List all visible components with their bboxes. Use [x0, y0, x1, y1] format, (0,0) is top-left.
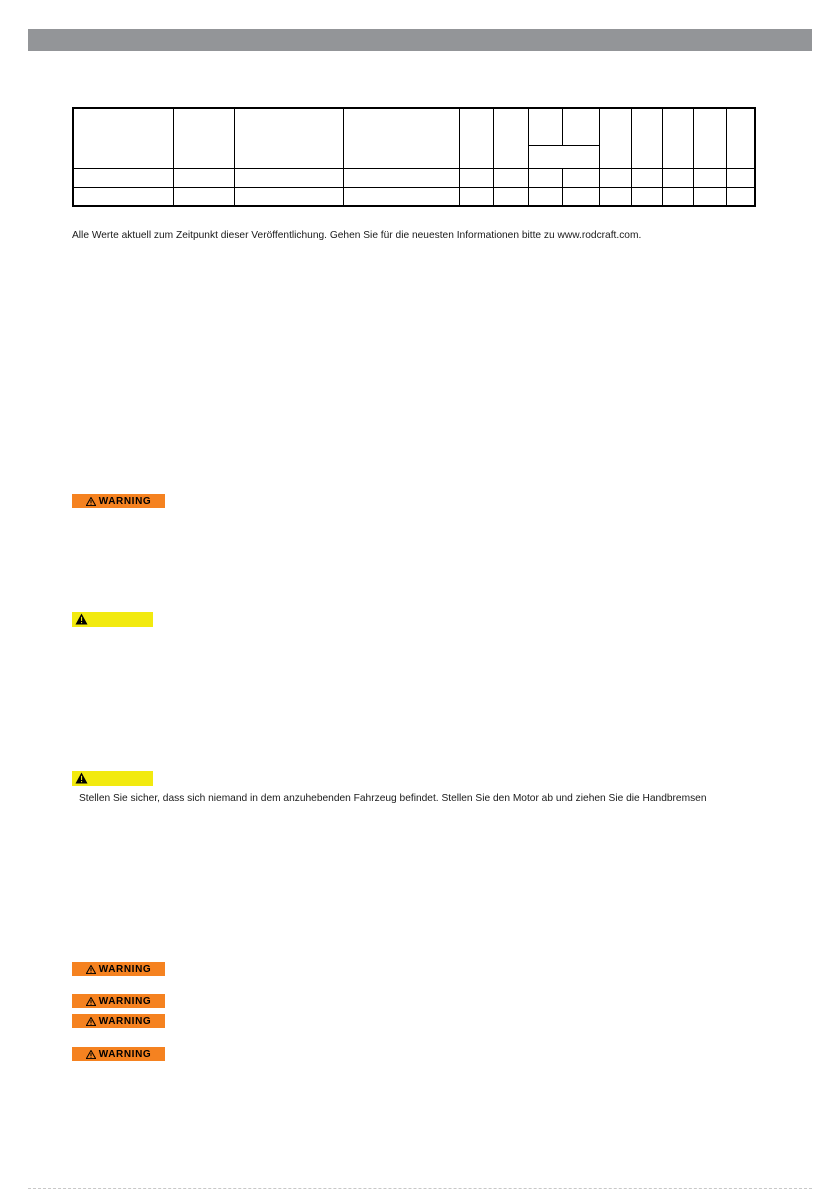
warning-triangle-icon [86, 997, 96, 1006]
safety-instruction: Stellen Sie sicher, dass sich niemand in dem anzuhebenden Fahrzeug befindet. Stellen Sie den Motor ab und ziehen Sie die Handbremsen [79, 793, 707, 804]
warning-label: WARNING [98, 995, 152, 1007]
header-bar [28, 29, 812, 51]
table-header-cell [528, 145, 600, 168]
warning-triangle-icon [86, 497, 96, 506]
table-header-cell [563, 108, 600, 145]
table-header-row [73, 108, 755, 145]
warning-triangle-icon [75, 613, 88, 625]
warning-label: WARNING [98, 1015, 152, 1027]
table-header-cell [493, 108, 528, 168]
table-row [73, 168, 755, 187]
table-header-cell [344, 108, 460, 168]
table-header-cell [73, 108, 174, 168]
warning-badge [72, 994, 165, 1008]
availability-note: Alle Werte aktuell zum Zeitpunkt dieser Veröffentlichung. Gehen Sie für die neuesten Informationen bitte zu www.rodcraft.com. [72, 230, 642, 241]
table-header-cell [693, 108, 726, 168]
spec-table [72, 107, 756, 207]
warning-badge [72, 1014, 165, 1028]
table-header-cell [174, 108, 234, 168]
warning-badge [72, 1047, 165, 1061]
warning-label: WARNING [98, 1048, 152, 1060]
caution-badge [72, 771, 153, 786]
warning-label: WARNING [98, 963, 152, 975]
table-header-cell [727, 108, 755, 168]
caution-badge [72, 612, 153, 627]
table-header-cell [234, 108, 344, 168]
table-header-cell [460, 108, 493, 168]
warning-triangle-icon [75, 772, 88, 784]
table-header-cell [631, 108, 662, 168]
table-row [73, 187, 755, 206]
warning-triangle-icon [86, 1050, 96, 1059]
warning-label: WARNING [98, 495, 152, 507]
warning-badge [72, 962, 165, 976]
warning-triangle-icon [86, 965, 96, 974]
warning-triangle-icon [86, 1017, 96, 1026]
page-bottom-rule [28, 1188, 812, 1189]
table-header-cell [662, 108, 693, 168]
warning-badge [72, 494, 165, 508]
table-header-cell [528, 108, 562, 145]
table-header-cell [600, 108, 631, 168]
